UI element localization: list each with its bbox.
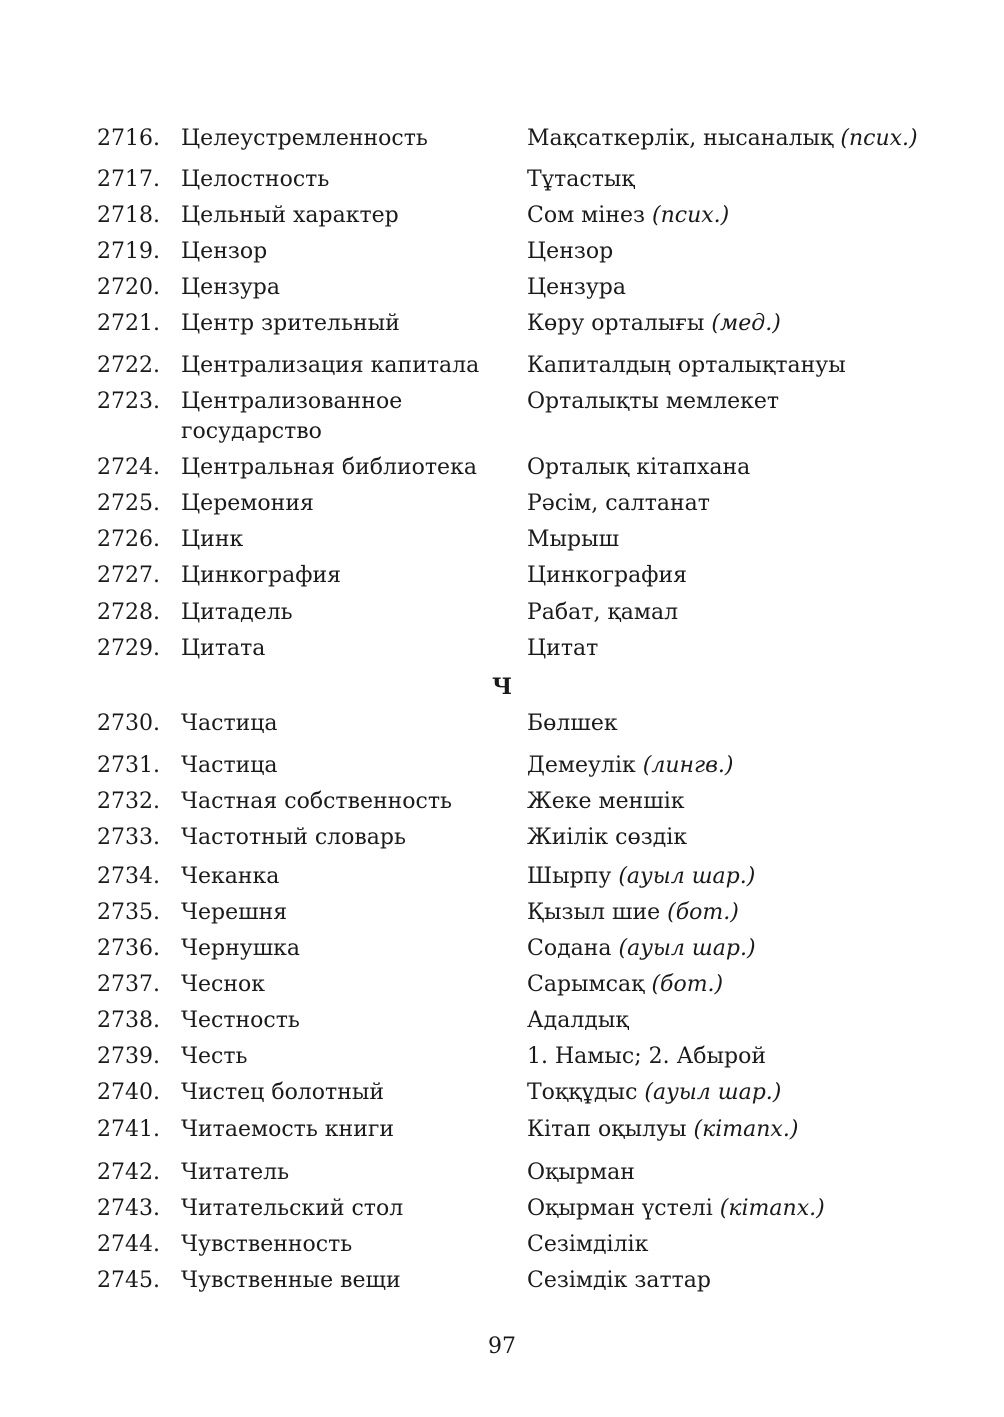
kazakh-term: Бөлшек bbox=[527, 711, 618, 736]
kazakh-translation bbox=[527, 1078, 987, 1108]
kazakh-translation bbox=[527, 237, 987, 267]
russian-term: Чеснок bbox=[181, 972, 266, 997]
domain-note: (псих.) bbox=[840, 126, 918, 151]
kazakh-term: Цинкография bbox=[527, 563, 687, 588]
kazakh-term: Оқырман үстелі bbox=[527, 1196, 713, 1221]
kazakh-translation bbox=[527, 309, 987, 339]
russian-term: Цитадель bbox=[181, 600, 293, 625]
russian-term: Чистец болотный bbox=[181, 1080, 385, 1105]
kazakh-term: Рәсім, салтанат bbox=[527, 491, 710, 516]
entry-number: 2740. bbox=[97, 1080, 160, 1105]
entry-number: 2732. bbox=[97, 789, 160, 814]
kazakh-term: Мырыш bbox=[527, 527, 620, 552]
kazakh-translation bbox=[527, 709, 987, 739]
russian-term: Читательский стол bbox=[181, 1196, 404, 1221]
kazakh-translation bbox=[527, 273, 987, 303]
kazakh-translation bbox=[527, 598, 987, 628]
kazakh-translation bbox=[527, 1115, 987, 1145]
entry-number: 2717. bbox=[97, 167, 160, 192]
kazakh-translation bbox=[527, 898, 987, 928]
kazakh-term: Орталықты мемлекет bbox=[527, 389, 780, 414]
kazakh-translation bbox=[527, 165, 987, 195]
russian-term: Чувственность bbox=[181, 1232, 353, 1257]
entry-number: 2742. bbox=[97, 1160, 160, 1185]
kazakh-term: Цензор bbox=[527, 239, 614, 264]
kazakh-translation bbox=[527, 201, 987, 231]
entry-number: 2741. bbox=[97, 1117, 160, 1142]
russian-term: Цельный характер bbox=[181, 203, 399, 228]
kazakh-translation bbox=[527, 387, 987, 417]
russian-term: Частная собственность bbox=[181, 789, 453, 814]
entry-number: 2724. bbox=[97, 455, 160, 480]
kazakh-translation bbox=[527, 1194, 987, 1224]
entry-number: 2738. bbox=[97, 1008, 160, 1033]
entry-number: 2727. bbox=[97, 563, 160, 588]
kazakh-term: Оқырман bbox=[527, 1160, 635, 1185]
kazakh-translation bbox=[527, 1230, 987, 1260]
entry-number: 2735. bbox=[97, 900, 160, 925]
russian-term: Цинк bbox=[181, 527, 244, 552]
entry-number: 2734. bbox=[97, 864, 160, 889]
russian-term: Централизованное государство bbox=[181, 389, 403, 444]
russian-term: Цензор bbox=[181, 239, 268, 264]
kazakh-term: Сезімдік заттар bbox=[527, 1268, 711, 1293]
domain-note: (ауыл шар.) bbox=[618, 864, 756, 889]
section-letter: Ч bbox=[491, 674, 513, 700]
entry-number: 2729. bbox=[97, 636, 160, 661]
russian-term: Чеканка bbox=[181, 864, 280, 889]
kazakh-translation bbox=[527, 823, 987, 853]
russian-term: Цитата bbox=[181, 636, 266, 661]
entry-number: 2722. bbox=[97, 353, 160, 378]
entry-number: 2720. bbox=[97, 275, 160, 300]
kazakh-term: Орталық кітапхана bbox=[527, 455, 751, 480]
russian-term: Читаемость книги bbox=[181, 1117, 395, 1142]
domain-note: (кітапх.) bbox=[693, 1117, 799, 1142]
kazakh-translation bbox=[527, 453, 987, 483]
kazakh-term: Рабат, қамал bbox=[527, 600, 679, 625]
kazakh-translation bbox=[527, 970, 987, 1000]
kazakh-translation bbox=[527, 489, 987, 519]
entry-number: 2744. bbox=[97, 1232, 160, 1257]
entry-number: 2721. bbox=[97, 311, 160, 336]
entry-number: 2730. bbox=[97, 711, 160, 736]
entry-number: 2726. bbox=[97, 527, 160, 552]
entry-number: 2719. bbox=[97, 239, 160, 264]
russian-term: Центральная библиотека bbox=[181, 455, 477, 480]
kazakh-term: Демеулік bbox=[527, 753, 636, 778]
entry-number: 2723. bbox=[97, 389, 160, 414]
domain-note: (бот.) bbox=[667, 900, 739, 925]
russian-term: Централизация капитала bbox=[181, 353, 480, 378]
kazakh-translation bbox=[527, 525, 987, 555]
entry-number: 2745. bbox=[97, 1268, 160, 1293]
entry-number: 2725. bbox=[97, 491, 160, 516]
kazakh-term: Сезімділік bbox=[527, 1232, 649, 1257]
kazakh-term: Кітап оқылуы bbox=[527, 1117, 687, 1142]
entry-number: 2731. bbox=[97, 753, 160, 778]
kazakh-term: Цитат bbox=[527, 636, 599, 661]
kazakh-translation bbox=[527, 561, 987, 591]
kazakh-translation bbox=[527, 634, 987, 664]
domain-note: (мед.) bbox=[711, 311, 781, 336]
russian-term: Церемония bbox=[181, 491, 314, 516]
kazakh-translation bbox=[527, 1266, 987, 1296]
kazakh-translation bbox=[527, 1042, 987, 1072]
entry-number: 2736. bbox=[97, 936, 160, 961]
russian-term: Чернушка bbox=[181, 936, 301, 961]
russian-term: Частица bbox=[181, 711, 278, 736]
kazakh-term: Жеке меншік bbox=[527, 789, 685, 814]
entry-number: 2728. bbox=[97, 600, 160, 625]
entry-number: 2718. bbox=[97, 203, 160, 228]
russian-term: Целостность bbox=[181, 167, 330, 192]
russian-term: Цинкография bbox=[181, 563, 341, 588]
russian-term: Целеустремленность bbox=[181, 126, 428, 151]
russian-term: Честность bbox=[181, 1008, 300, 1033]
kazakh-term: Адалдық bbox=[527, 1008, 629, 1033]
kazakh-translation bbox=[527, 862, 987, 892]
russian-term: Частица bbox=[181, 753, 278, 778]
domain-note: (ауыл шар.) bbox=[644, 1080, 782, 1105]
kazakh-translation bbox=[527, 124, 987, 154]
russian-term: Черешня bbox=[181, 900, 288, 925]
kazakh-term: 1. Намыс; 2. Абырой bbox=[527, 1044, 767, 1069]
domain-note: (псих.) bbox=[652, 203, 730, 228]
page-number: 97 bbox=[488, 1334, 516, 1359]
kazakh-term: Тоққұдыс bbox=[527, 1080, 638, 1105]
russian-term: Центр зрительный bbox=[181, 311, 400, 336]
russian-term: Честь bbox=[181, 1044, 248, 1069]
domain-note: (лингв.) bbox=[642, 753, 734, 778]
kazakh-term: Цензура bbox=[527, 275, 627, 300]
kazakh-translation bbox=[527, 1158, 987, 1188]
kazakh-term: Сарымсақ bbox=[527, 972, 645, 997]
kazakh-term: Содана bbox=[527, 936, 612, 961]
kazakh-translation bbox=[527, 787, 987, 817]
kazakh-term: Мақсаткерлік, нысаналық bbox=[527, 126, 834, 151]
entry-number: 2737. bbox=[97, 972, 160, 997]
kazakh-translation bbox=[527, 351, 987, 381]
kazakh-term: Шырпу bbox=[527, 864, 612, 889]
kazakh-term: Капиталдың орталықтануы bbox=[527, 353, 846, 378]
domain-note: (бот.) bbox=[651, 972, 724, 997]
entry-number: 2739. bbox=[97, 1044, 160, 1069]
kazakh-translation bbox=[527, 934, 987, 964]
kazakh-term: Көру орталығы bbox=[527, 311, 705, 336]
russian-term: Читатель bbox=[181, 1160, 290, 1185]
entry-number: 2733. bbox=[97, 825, 160, 850]
domain-note: (ауыл шар.) bbox=[618, 936, 756, 961]
russian-term: Частотный словарь bbox=[181, 825, 406, 850]
russian-term: Цензура bbox=[181, 275, 281, 300]
entry-number: 2743. bbox=[97, 1196, 160, 1221]
kazakh-term: Қызыл шие bbox=[527, 900, 661, 925]
kazakh-translation bbox=[527, 1006, 987, 1036]
entry-number: 2716. bbox=[97, 126, 160, 151]
kazakh-translation bbox=[527, 751, 987, 781]
kazakh-term: Сом мінез bbox=[527, 203, 646, 228]
russian-term: Чувственные вещи bbox=[181, 1268, 401, 1293]
kazakh-term: Жиілік сөздік bbox=[527, 825, 688, 850]
domain-note: (кітапх.) bbox=[719, 1196, 825, 1221]
kazakh-term: Тұтастық bbox=[527, 167, 635, 192]
